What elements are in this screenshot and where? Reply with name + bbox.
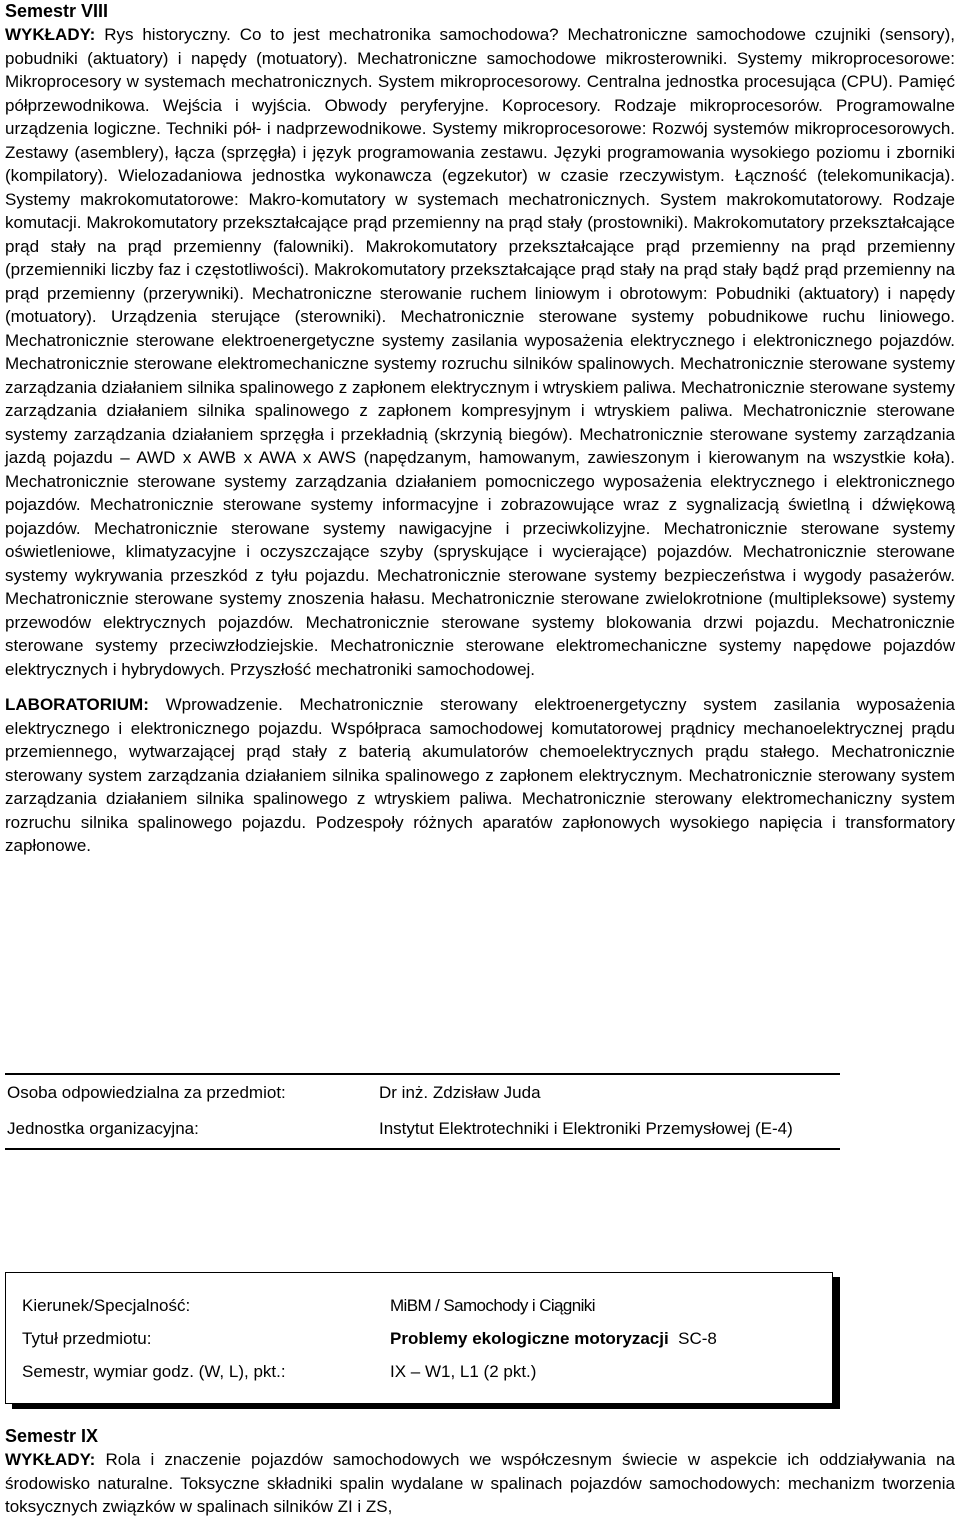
laboratory-paragraph: [5, 693, 955, 858]
organizational-unit-row: [5, 1117, 840, 1140]
laboratory-text: Wprowadzenie. Mechatronicznie sterowany elektroenergetyczny system zasilania wyposażenia elektrycznego i elektronicznego pojazdu. Współpraca samochodowej komutatorowej prądnicy mechanoelektrycznej prądu przemiennego, wytwarzającej prąd stały z baterią akumulatorów chemoelektrycznych prądu stałego. Mechatronicznie sterowany system zarządzania działaniem silnika spalinowego z zapłonem elektrycznym. Mechatronicznie sterowany system zarządzania działaniem silnika spalinowego z wtryskiem paliwa. Mechatronicznie sterowany elektromechaniczny system rozruchu silnika spalinowego pojazdu. Podzespoły różnych aparatów zapłonowych wysokiego napięcia i transformatory zapłonowe.: [5, 695, 955, 855]
laboratory-label: LABORATORIUM:: [5, 695, 149, 714]
semester-viii-heading: Semestr VIII: [5, 1, 109, 21]
lectures-label: WYKŁADY:: [5, 25, 96, 44]
semester-ix-lectures-text: Rola i znaczenie pojazdów samochodowych we współczesnym świecie w aspekcie ich oddziaływania na środowisko naturalne. Toksyczne składniki spalin wydalane w spalinach pojazdów samochodowych: mechanizm tworzenia toksycznych związków w spalinach silników ZI i ZS,: [5, 1450, 955, 1516]
semester-viii-section: [5, 0, 955, 858]
responsible-person-row: [5, 1081, 840, 1104]
hours-row: [22, 1361, 830, 1383]
course-code: SC-8: [678, 1329, 717, 1348]
hours-value: IX – W1, L1 (2 pkt.): [390, 1362, 537, 1381]
field-row: [22, 1295, 830, 1317]
hours-label: Semestr, wymiar godz. (W, L), pkt.:: [22, 1362, 286, 1381]
responsible-person-value: Dr inż. Zdzisław Juda: [379, 1083, 541, 1102]
lectures-text: Rys historyczny. Co to jest mechatronika samochodowa? Mechatroniczne samochodowe czujniki (sensory), pobudniki (aktuatory) i napędy (motuatory). Mechatroniczne samochodowe mikrosterowniki. Systemy mikroprocesorowe: Mikroprocesory w systemach mechatronicznych. System mikroprocesorowy. Centralna jednostka procesująca (CPU). Pamięć półprzewodnikowa. Wejścia i wyjścia. Obwody peryferyjne. Koprocesory. Rodzaje mikroprocesorów. Programowalne urządzenia logiczne. Techniki pół- i nadprzewodnikowe. Systemy mikroprocesorowe: Rozwój systemów mikroprocesorowych. Zestawy (asemblery), łącza (sprzęgła) i język programowania zestawu. Języki programowania wysokiego poziomu i zborniki (kompilatory). Wielozadaniowa jednostka wykonawcza (egzekutor) w czasie rzeczywistym. Łączność (telekomunikacja). Systemy makrokomutatorowe: Makro-komutatory w systemach mechatronicznych. System makrokomutatorowy. Rodzaje komutacji. Makrokomutatory przekształcające prąd przemienny na prąd stały (prostowniki). Makrokomutatory przekształcające prąd stały na prąd przemienny (falowniki). Makrokomutatory przekształcające prąd przemienny na prąd przemienny (przemienniki liczby faz i częstotliwości). Makrokomutatory przekształcające prąd stały na prąd stały bądź prąd przemienny na prąd przemienny (przerywniki). Mechatroniczne sterowanie ruchem liniowym i obrotowym: Pobudniki (aktuatory) i napędy (motuatory). Urządzenia sterujące (sterowniki). Mechatronicznie sterowane systemy pobudnikowe ruchu liniowego. Mechatronicznie sterowane elektroenergetyczne systemy zasilania wyposażenia elektrycznego i elektronicznego pojazdów. Mechatronicznie sterowane elektromechaniczne systemy rozruchu silników spalinowych. Mechatronicznie sterowane systemy zarządzania działaniem silnika spalinowego z zapłonem elektrycznym i wtryskiem paliwa. Mechatronicznie sterowane systemy zarządzania działaniem silnika spalinowego z zapłonem kompresyjnym i wtryskiem paliwa. Mechatronicznie sterowane systemy zarządzania działaniem sprzęgła i przekładnią (skrzynią biegów). Mechatronicznie sterowane systemy zarządzania jazdą pojazdu – AWD x AWB x AWA x AWS (napędzanym, hamowanym, zawieszonym i kierowanym na wszystkie koła). Mechatronicznie sterowane systemy zarządzania działaniem pomocniczego wyposażenia elektrycznego i elektronicznego pojazdów. Mechatronicznie sterowane systemy informacyjne i zobrazowujące wraz z sygnalizacją świetlną i dźwiękową pojazdów. Mechatronicznie sterowane systemy nawigacyjne i przeciwkolizyjne. Mechatronicznie sterowane systemy oświetleniowe, klimatyzacyjne i oczyszczające szyby (spryskujące i wycierające) pojazdów. Mechatronicznie sterowane systemy wykrywania przeszkód z tyłu pojazdu. Mechatronicznie sterowane systemy bezpieczeństwa i wygody pasażerów. Mechatronicznie sterowane systemy znoszenia hałasu. Mechatronicznie sterowane zwielokrotnione (multipleksowe) systemy przewodów elektrycznych pojazdów. Mechatronicznie sterowane systemy blokowania drzwi pojazdu. Mechatronicznie sterowane systemy przeciwzłodziejskie. Mechatronicznie sterowane elektromechaniczne systemy napędowe pojazdów elektrycznych i hybrydowych. Przyszłość mechatroniki samochodowej.: [5, 25, 955, 679]
course-title-value-wrap: [390, 1328, 830, 1350]
semester-ix-lectures-label: WYKŁADY:: [5, 1450, 96, 1469]
responsibility-table: [5, 1073, 840, 1150]
course-info-box: [5, 1272, 833, 1404]
responsible-person-label: Osoba odpowiedzialna za przedmiot:: [7, 1083, 286, 1102]
organizational-unit-label: Jednostka organizacyjna:: [7, 1119, 199, 1138]
course-title-row: [22, 1328, 830, 1350]
course-title-label: Tytuł przedmiotu:: [22, 1329, 152, 1348]
organizational-unit-value: Instytut Elektrotechniki i Elektroniki Przemysłowej (E-4): [379, 1119, 793, 1138]
semester-ix-lectures-paragraph: [5, 1448, 955, 1519]
semester-ix-heading: Semestr IX: [5, 1426, 99, 1446]
field-value: MiBM / Samochody i Ciągniki: [390, 1296, 595, 1315]
lectures-paragraph: [5, 23, 955, 681]
semester-ix-section: [5, 1425, 955, 1519]
field-label: Kierunek/Specjalność:: [22, 1296, 191, 1315]
course-title-value: Problemy ekologiczne motoryzacji: [390, 1329, 669, 1348]
